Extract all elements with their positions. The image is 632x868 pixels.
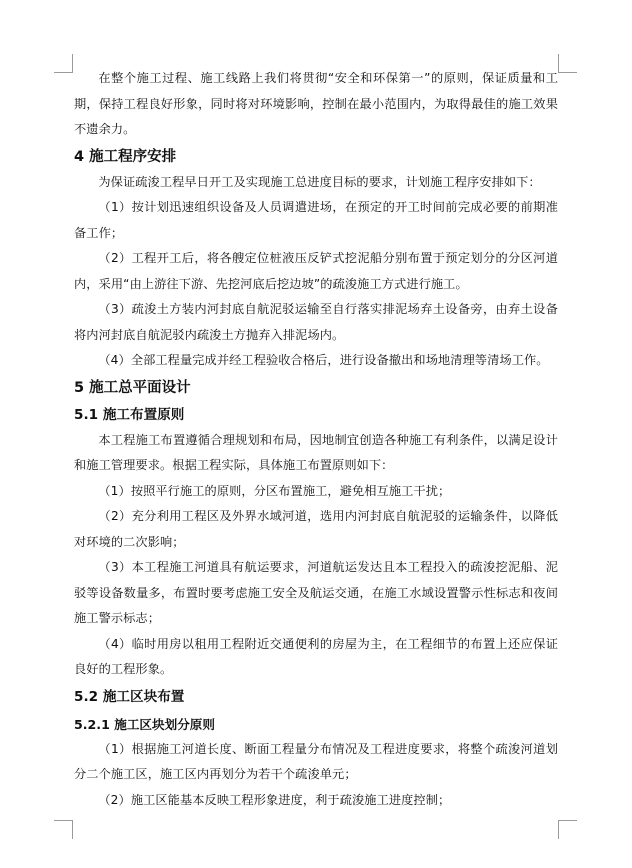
- page-corner-mark-top-left: [54, 54, 73, 73]
- paragraph-layout-2: （2）充分利用工程区及外界水域河道，选用内河封底自航泥驳的运输条件，以降低对环境的二次影响；: [74, 509, 558, 549]
- paragraph-layout-4: （4）临时用房以租用工程附近交通便利的房屋为主，在工程细节的布置上还应保证良好的工程形象。: [74, 636, 558, 676]
- paragraph-procedure-3: （3）疏浚土方装内河封底自航泥驳运输至自行落实排泥场弃土设备旁，由弃土设备将内河封底自航泥驳内疏浚土方抛弃入排泥场内。: [74, 302, 558, 342]
- paragraph-procedure-intro: 为保证疏浚工程早日开工及实现施工总进度目标的要求，计划施工程序安排如下：: [98, 174, 541, 189]
- heading-section-4: 4 施工程序安排: [74, 148, 177, 165]
- paragraph-safety-principle: 在整个施工过程、施工线路上我们将贯彻“安全和环保第一”的原则，保证质量和工期，保持工程良好形象，同时将对环境影响，控制在最小范围内，为取得最佳的施工效果不遗余力。: [74, 71, 558, 136]
- paragraph-layout-intro: 本工程施工布置遵循合理规划和布局，因地制宜创造各种施工有利条件，以满足设计和施工管理要求。根据工程实际，具体施工布置原则如下：: [74, 432, 558, 472]
- document-body[interactable]: [74, 66, 558, 813]
- page-corner-mark-bottom-left: [54, 820, 73, 839]
- paragraph-zone-1: （1）根据施工河道长度、断面工程量分布情况及工程进度要求，将整个疏浚河道划分二个施工区，施工区内再划分为若干个疏浚单元；: [74, 741, 558, 781]
- paragraph-layout-3: （3）本工程施工河道具有航运要求，河道航运发达且本工程投入的疏浚挖泥船、泥驳等设备数量多，布置时要考虑施工安全及航运交通，在施工水域设置警示性标志和夜间施工警示标志；: [74, 560, 558, 625]
- heading-section-5: 5 施工总平面设计: [74, 379, 191, 396]
- heading-section-5-2-1: 5.2.1 施工区块划分原则: [74, 716, 215, 732]
- heading-section-5-1: 5.1 施工布置原则: [74, 406, 185, 423]
- paragraph-procedure-2: （2）工程开工后，将各艘定位桩液压反铲式挖泥船分别布置于预定划分的分区河道内，采用“由上游往下游、先挖河底后挖边坡”的疏浚施工方式进行施工。: [74, 251, 558, 291]
- paragraph-zone-2: （2）施工区能基本反映工程形象进度，利于疏浚施工进度控制；: [98, 792, 451, 807]
- page-corner-mark-top-right: [558, 54, 577, 73]
- paragraph-procedure-1: （1）按计划迅速组织设备及人员调遣进场，在预定的开工时间前完成必要的前期准备工作；: [74, 200, 558, 240]
- paragraph-layout-1: （1）按照平行施工的原则，分区布置施工，避免相互施工干扰；: [98, 483, 451, 498]
- paragraph-procedure-4: （4）全部工程量完成并经工程验收合格后，进行设备撤出和场地清理等清场工作。: [98, 353, 549, 367]
- heading-section-5-2: 5.2 施工区块布置: [74, 688, 185, 705]
- page-corner-mark-bottom-right: [558, 820, 577, 839]
